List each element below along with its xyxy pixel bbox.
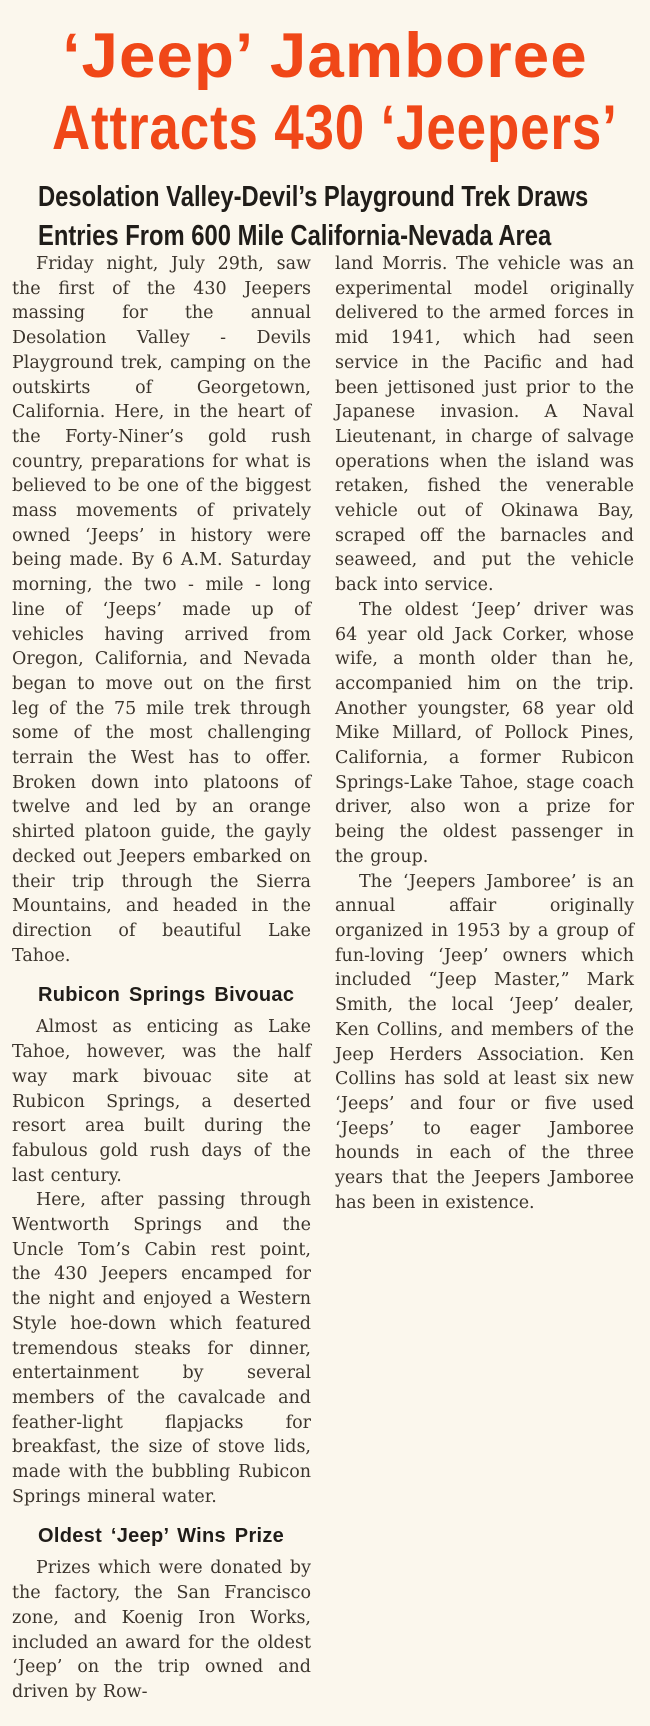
article-paragraph: Prizes which were donated by the factory, the San Francisco zone, and Koenig Iron Works, included an award for the oldest ‘Jeep’ on the trip owned and driven by Row- xyxy=(12,1558,311,1702)
column-left xyxy=(12,252,311,1705)
subtitle-line-2: Entries From 600 Mile California-Nevada Area xyxy=(38,220,552,252)
article-paragraph: Almost as enticing as Lake Tahoe, however, was the half way mark bivouac site at Rubicon Springs, a deserted resort area built during the fabulous gold rush days of the last century. xyxy=(12,1017,311,1186)
column-right xyxy=(335,252,634,1705)
article-paragraph: land Morris. The vehicle was an experimental model originally delivered to the armed forces in mid 1941, which had seen service in the Pacific and had been jettisoned just prior to the Japanese invasion. A Naval Lieutenant, in charge of salvage operations when the island was retaken, fished the venerable vehicle out of Okinawa Bay, scraped off the barnacles and seaweed, and put the vehicle back into service. xyxy=(335,254,634,596)
headline-line-2: Attracts 430 ‘Jeepers’ xyxy=(52,93,618,163)
article-headline xyxy=(0,20,650,164)
article-body xyxy=(12,252,634,1705)
section-heading: Rubicon Springs Bivouac xyxy=(38,984,295,1007)
subtitle-line-1: Desolation Valley-Devil’s Playground Trek Draws xyxy=(38,181,589,213)
article-subtitle xyxy=(38,178,650,256)
section-heading: Oldest ‘Jeep’ Wins Prize xyxy=(38,1525,285,1548)
article-paragraph: Here, after passing through Wentworth Springs and the Uncle Tom’s Cabin rest point, the 430 Jeepers encamped for the night and enjoyed a Western Style hoe-down which featured tremendous steaks for dinner, entertainment by several members of the cavalcade and feather-light flapjacks for breakfast, the size of stove lids, made with the bubbling Rubicon Springs mineral water. xyxy=(12,1190,311,1507)
article-paragraph: The ‘Jeepers Jamboree’ is an annual affair originally organized in 1953 by a group of fun-loving ‘Jeep’ owners which included “Jeep Master,” Mark Smith, the local ‘Jeep’ dealer, Ken Collins, and members of the Jeep Herders Association. Ken Collins has sold at least six new ‘Jeeps’ and four or five used ‘Jeeps’ to eager Jamboree hounds in each of the three years that the Jeepers Jamboree has been in existence. xyxy=(335,871,634,1213)
article-paragraph: Friday night, July 29th, saw the first of the 430 Jeepers massing for the annual Desolation Valley - Devils Playground trek, camping on the outskirts of Georgetown, California. Here, in the heart of the Forty-Niner’s gold rush country, preparations for what is believed to be one of the biggest mass movements of privately owned ‘Jeeps’ in history were being made. By 6 A.M. Saturday morning, the two - mile - long line of ‘Jeeps’ made up of vehicles having arrived from Oregon, California, and Nevada began to move out on the first leg of the 75 mile trek through some of the most challenging terrain the West has to offer. Broken down into platoons of twelve and led by an orange shirted platoon guide, the gayly decked out Jeepers embarked on their trip through the Sierra Mountains, and headed in the direction of beautiful Lake Tahoe. xyxy=(12,254,311,966)
headline-line-1: ‘Jeep’ Jamboree xyxy=(62,21,588,91)
article-paragraph: The oldest ‘Jeep’ driver was 64 year old Jack Corker, whose wife, a month older than he, accompanied him on the trip. Another youngster, 68 year old Mike Millard, of Pollock Pines, California, a former Rubicon Springs-Lake Tahoe, stage coach driver, also won a prize for being the oldest passenger in the group. xyxy=(335,599,634,867)
